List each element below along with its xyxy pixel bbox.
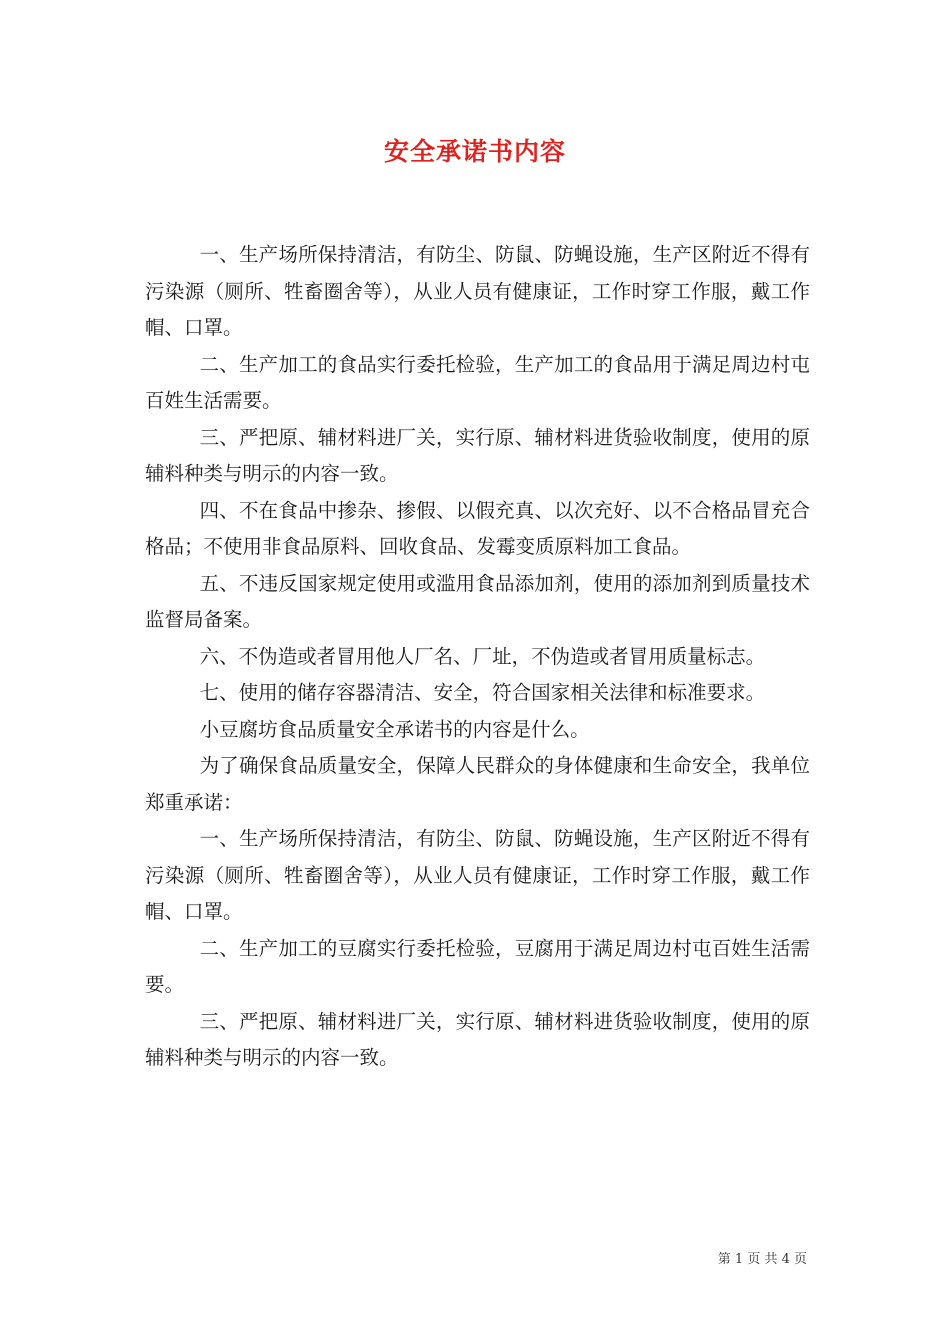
paragraph: 三、严把原、辅材料进厂关，实行原、辅材料进货验收制度，使用的原辅料种类与明示的内容一致。	[145, 1009, 810, 1069]
document-title: 安全承诺书内容	[383, 137, 566, 166]
page-number: 第 1 页 共 4 页	[717, 1252, 807, 1267]
paragraph: 二、生产加工的食品实行委托检验，生产加工的食品用于满足周边村屯百姓生活需要。	[145, 352, 810, 412]
paragraph: 五、不违反国家规定使用或滥用食品添加剂，使用的添加剂到质量技术监督局备案。	[145, 571, 810, 631]
paragraph: 为了确保食品质量安全，保障人民群众的身体健康和生命安全，我单位郑重承诺：	[145, 754, 810, 814]
paragraph: 二、生产加工的豆腐实行委托检验，豆腐用于满足周边村屯百姓生活需要。	[145, 936, 810, 996]
paragraph: 一、生产场所保持清洁，有防尘、防鼠、防蝇设施，生产区附近不得有污染源（厕所、牲畜圈舍等），从业人员有健康证，工作时穿工作服，戴工作帽、口罩。	[145, 827, 810, 923]
document-body	[145, 237, 810, 1077]
paragraph: 三、严把原、辅材料进厂关，实行原、辅材料进货验收制度，使用的原辅料种类与明示的内容一致。	[145, 425, 810, 485]
paragraph: 小豆腐坊食品质量安全承诺书的内容是什么。	[199, 717, 590, 741]
paragraph: 六、不伪造或者冒用他人厂名、厂址，不伪造或者冒用质量标志。	[199, 644, 766, 668]
paragraph: 四、不在食品中掺杂、掺假、以假充真、以次充好、以不合格品冒充合格品；不使用非食品原料、回收食品、发霉变质原料加工食品。	[145, 498, 810, 558]
paragraph: 七、使用的储存容器清洁、安全，符合国家相关法律和标准要求。	[199, 681, 766, 704]
paragraph: 一、生产场所保持清洁，有防尘、防鼠、防蝇设施，生产区附近不得有污染源（厕所、牲畜圈舍等），从业人员有健康证，工作时穿工作服，戴工作帽、口罩。	[145, 243, 810, 339]
